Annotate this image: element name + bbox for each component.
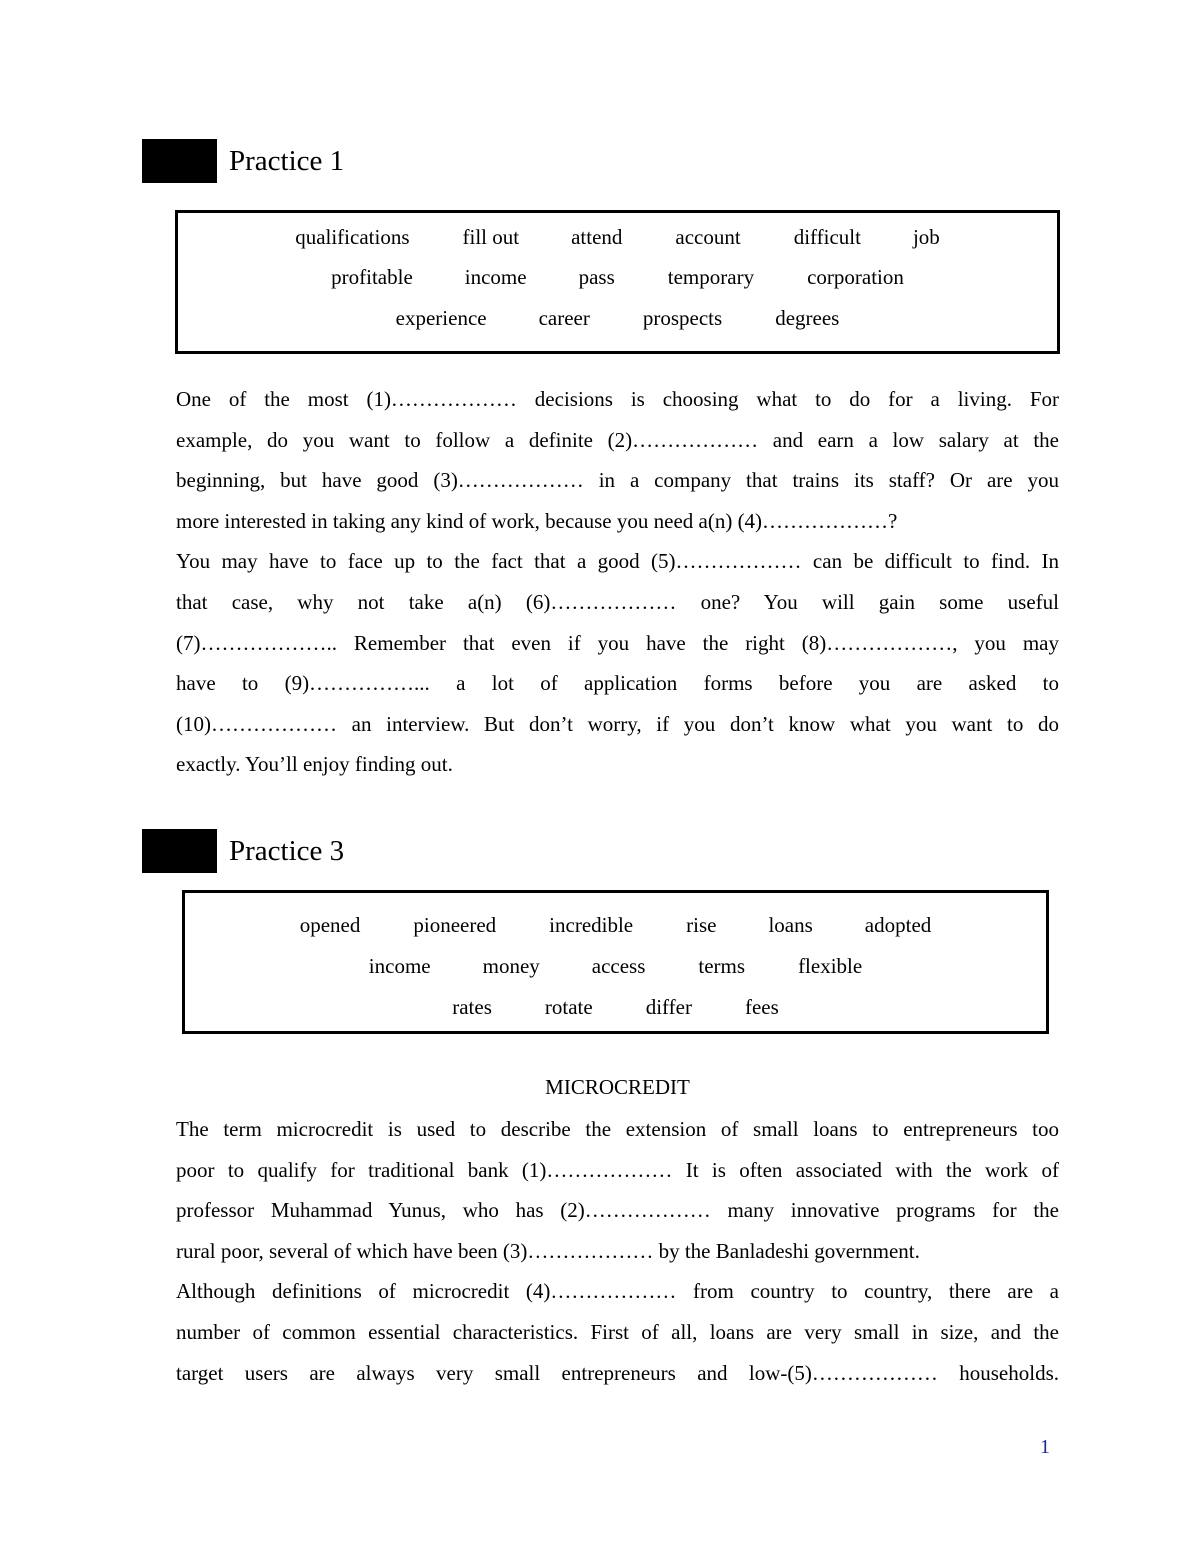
word: prospects	[642, 306, 723, 330]
word: rates	[452, 995, 492, 1019]
word: rotate	[544, 995, 593, 1019]
word: degrees	[775, 306, 840, 330]
practice-3-passage	[176, 1109, 1059, 1393]
word: adopted	[864, 913, 932, 937]
passage-line: number of common essential characteristics. First of all, loans are very small in size, and the	[176, 1319, 1059, 1344]
passage-title: MICROCREDIT	[545, 1075, 690, 1099]
word-row-2	[178, 265, 1057, 290]
word: pioneered	[413, 913, 497, 937]
heading-marker-block	[142, 139, 217, 183]
word-row-3	[178, 306, 1057, 331]
passage-line: example, do you want to follow a definite (2)……………… and earn a low salary at the	[176, 427, 1059, 452]
word: career	[538, 306, 590, 330]
word: access	[591, 954, 646, 978]
passage-line: have to (9)……………... a lot of application forms before you are asked to	[176, 671, 1059, 696]
word: differ	[645, 995, 692, 1019]
passage-line: target users are always very small entrepreneurs and low-(5)……………… households.	[176, 1360, 1059, 1385]
passage-line: professor Muhammad Yunus, who has (2)……………… many innovative programs for the	[176, 1198, 1059, 1223]
word: job	[912, 225, 940, 249]
passage-line: You may have to face up to the fact that a good (5)……………… can be difficult to find. In	[176, 549, 1059, 574]
practice-3-title: Practice 3	[229, 834, 345, 867]
word: account	[675, 225, 741, 249]
word: flexible	[798, 954, 863, 978]
passage-line: beginning, but have good (3)……………… in a company that trains its staff? Or are you	[176, 468, 1059, 493]
passage-line: Although definitions of microcredit (4)……………… from country to country, there are a	[176, 1279, 1059, 1304]
passage-line: The term microcredit is used to describe the extension of small loans to entrepreneurs too	[176, 1117, 1059, 1141]
word: incredible	[549, 913, 634, 937]
practice-3-word-box	[182, 890, 1049, 1034]
word: fill out	[462, 225, 520, 249]
word: difficult	[793, 225, 861, 249]
practice-1-word-box	[175, 210, 1060, 354]
word: qualifications	[295, 225, 410, 249]
heading-marker-block	[142, 829, 217, 873]
word-row-2	[185, 954, 1046, 979]
word: fees	[744, 995, 779, 1019]
practice-1-title: Practice 1	[229, 144, 345, 177]
word-row-3	[185, 995, 1046, 1020]
word: profitable	[331, 265, 413, 289]
word-row-1	[178, 225, 1057, 250]
word: attend	[571, 225, 623, 249]
passage-line: One of the most (1)……………… decisions is choosing what to do for a living. For	[176, 387, 1059, 411]
word: temporary	[667, 265, 755, 289]
page-number: 1	[1040, 1436, 1050, 1458]
word: pass	[578, 265, 615, 289]
practice-3-heading	[142, 829, 344, 873]
word: money	[482, 954, 540, 978]
word: terms	[698, 954, 746, 978]
word-row-1	[185, 913, 1046, 938]
passage-line: rural poor, several of which have been (3)……………… by the Banladeshi government.	[176, 1238, 920, 1263]
word: experience	[395, 306, 487, 330]
word: income	[464, 265, 527, 289]
passage-line: that case, why not take a(n) (6)……………… one? You will gain some useful	[176, 589, 1059, 614]
practice-1-passage	[176, 379, 1059, 785]
word: rise	[686, 913, 717, 937]
word: opened	[299, 913, 361, 937]
passage-line: poor to qualify for traditional bank (1)……………… It is often associated with the work of	[176, 1157, 1059, 1182]
passage-line: (10)……………… an interview. But don’t worry, if you don’t know what you want to do	[176, 711, 1059, 736]
passage-line: more interested in taking any kind of work, because you need a(n) (4)………………?	[176, 508, 898, 533]
passage-line: (7)……………….. Remember that even if you have the right (8)………………, you may	[176, 630, 1059, 655]
practice-1-heading	[142, 139, 344, 183]
word: corporation	[807, 265, 904, 289]
word: loans	[768, 913, 813, 937]
word: income	[368, 954, 431, 978]
passage-line: exactly. You’ll enjoy finding out.	[176, 752, 453, 777]
